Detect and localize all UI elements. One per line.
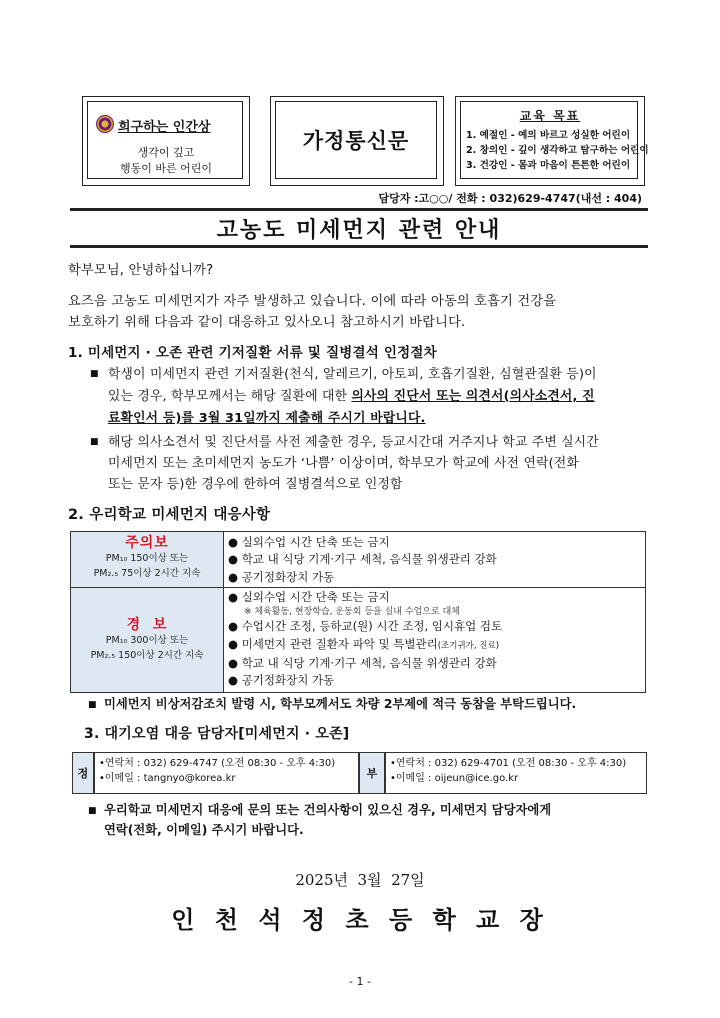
title-bar (70, 208, 648, 248)
primary-contact-label: 정 (72, 752, 94, 794)
document-date: 2025년 3월 27일 (295, 871, 425, 889)
greeting: 학부모님, 안녕하십니까? (68, 263, 214, 278)
section2-note: 미세먼지 비상저감조치 발령 시, 학부모께서도 차량 2부제에 적극 동참을 부탁드립니다. (104, 697, 577, 711)
level-cond2: PM₂.₅ 150이상 2시간 지속 (90, 649, 204, 661)
s1-b2-line1: 해당 의사소견서 및 진단서를 사전 제출한 경우, 등교시간대 거주지나 학교 주변 실시간 (108, 435, 599, 450)
intro-line1: 요즈음 고농도 미세먼지가 자주 발생하고 있습니다. 이에 따라 아동의 호흡기 건강을 (68, 294, 557, 309)
response-table (70, 531, 646, 693)
page-title: 고농도 미세먼지 관련 안내 (216, 217, 502, 243)
list-subnote: ※ 체육활동, 현장학습, 운동회 등을 실내 수업으로 대체 (244, 607, 460, 618)
s1-b1-line2 (108, 386, 595, 407)
table-row (71, 588, 646, 693)
level-cond1: PM₁₀ 300이상 또는 (105, 634, 189, 646)
goals-box (455, 96, 649, 186)
list-item: ● 공기정화장치 가동 (228, 673, 335, 688)
newsletter-box-inner (275, 101, 437, 179)
primary-contact-phone[interactable]: •연락처 : 032) 629-4747 (오전 08:30 - 오후 4:30) (99, 758, 336, 769)
secondary-contact-phone[interactable]: •연락처 : 032) 629-4701 (오전 08:30 - 오후 4:30) (390, 758, 627, 769)
goal-item: 3. 건강인 - 몸과 마음이 튼튼한 어린이 (466, 160, 631, 171)
intro-line2: 보호하기 위해 다음과 같이 대응하고 있사오니 참고하시기 바랍니다. (68, 315, 466, 330)
table-row (71, 532, 646, 588)
list-item: ● 학교 내 식당 기계·기구 세척, 음식물 위생관리 강화 (228, 552, 497, 567)
bullet-icon: ■ (88, 700, 97, 710)
s1-b1-line2-plain: 있는 경우, 학부모께서는 해당 질환에 대한 (108, 389, 352, 404)
s1-b1-line2-bold: 의사의 진단서 또는 의견서(의사소견서, 진 (351, 389, 595, 404)
secondary-contact-label: 부 (359, 752, 385, 794)
list-item: ● 학교 내 식당 기계·기구 세척, 음식물 위생관리 강화 (228, 655, 497, 670)
list-item: ● 수업시간 조정, 등하교(원) 시간 조정, 임시휴업 검토 (228, 619, 503, 634)
section3-note-line2: 연락(전화, 이메일) 주시기 바랍니다. (104, 823, 304, 837)
s1-b1-line3: 료확인서 등)를 3월 31일까지 제출해 주시기 바랍니다. (108, 411, 426, 426)
list-item: ● 실외수업 시간 단축 또는 금지 (228, 535, 390, 549)
list-item: ● 공기정화장치 가동 (228, 569, 335, 584)
page-number: - 1 - (349, 975, 371, 988)
motto-title: 희구하는 인간상 (118, 120, 211, 135)
level-cond1: PM₁₀ 150이상 또는 (105, 553, 189, 564)
list-item: ● 미세먼지 관련 질환자 파악 및 특별관리(조기귀가, 진료) (228, 636, 500, 651)
s1-b2-line3: 또는 문자 등)한 경우에 한하여 질병결석으로 인정함 (108, 477, 403, 492)
s1-b1-line1: 학생이 미세먼지 관련 기저질환(천식, 알레르기, 아토피, 호흡기질환, 심혈관질환 등)이 (108, 367, 597, 382)
goal-item: 2. 창의인 - 깊이 생각하고 탐구하는 어린이 (466, 145, 649, 156)
motto-line2: 행동이 바른 어린이 (119, 162, 212, 175)
newsletter-box (270, 96, 444, 186)
motto-box (82, 96, 250, 186)
primary-contact-box (94, 752, 359, 794)
secondary-contact-email[interactable]: •이메일 : oijeun@ice.go.kr (390, 773, 519, 784)
level-actions-alert (224, 588, 646, 693)
level-name: 경 보 (126, 616, 168, 633)
newsletter-title: 가정통신문 (302, 129, 410, 153)
motto-box-inner (87, 101, 243, 179)
list-item: ● 실외수업 시간 단축 또는 금지 (228, 590, 390, 604)
signature: 인 천 석 정 초 등 학 교 장 (171, 906, 549, 934)
bullet-icon: ■ (88, 806, 97, 816)
goals-title: 교육 목표 (519, 109, 581, 123)
motto-line1: 생각이 깊고 (137, 146, 195, 159)
secondary-contact-box (385, 752, 647, 794)
school-logo-icon (96, 115, 114, 133)
goal-item: 1. 예절인 - 예의 바르고 성실한 어린이 (466, 130, 631, 141)
level-cell-alert (71, 588, 224, 693)
section2-heading: 2. 우리학교 미세먼지 대응사항 (68, 507, 271, 523)
level-cond2: PM₂.₅ 75이상 2시간 지속 (93, 568, 201, 579)
goals-box-inner (460, 101, 649, 179)
level-name: 주의보 (125, 535, 169, 551)
bullet-icon: ■ (90, 437, 99, 447)
primary-contact-email[interactable]: •이메일 : tangnyo@korea.kr (99, 773, 236, 784)
s1-b2-line2: 미세먼지 또는 초미세먼지 농도가 ‘나쁨’ 이상이며, 학부모가 학교에 사전 연락(전화 (108, 456, 579, 471)
level-actions-advisory (224, 532, 646, 588)
section3-note-line1: 우리학교 미세먼지 대응에 문의 또는 건의사항이 있으신 경우, 미세먼지 담당자에게 (104, 803, 552, 817)
section3-heading: 3. 대기오염 대응 담당자[미세먼지 · 오존] (84, 726, 350, 742)
bullet-icon: ■ (90, 369, 99, 379)
level-cell-advisory (71, 532, 224, 588)
section1-heading: 1. 미세먼지 · 오존 관련 기저질환 서류 및 질병결석 인정절차 (68, 345, 437, 361)
header-contact-line: 담당자 :고○○/ 전화 : 032)629-4747(내선 : 404) (378, 192, 642, 205)
